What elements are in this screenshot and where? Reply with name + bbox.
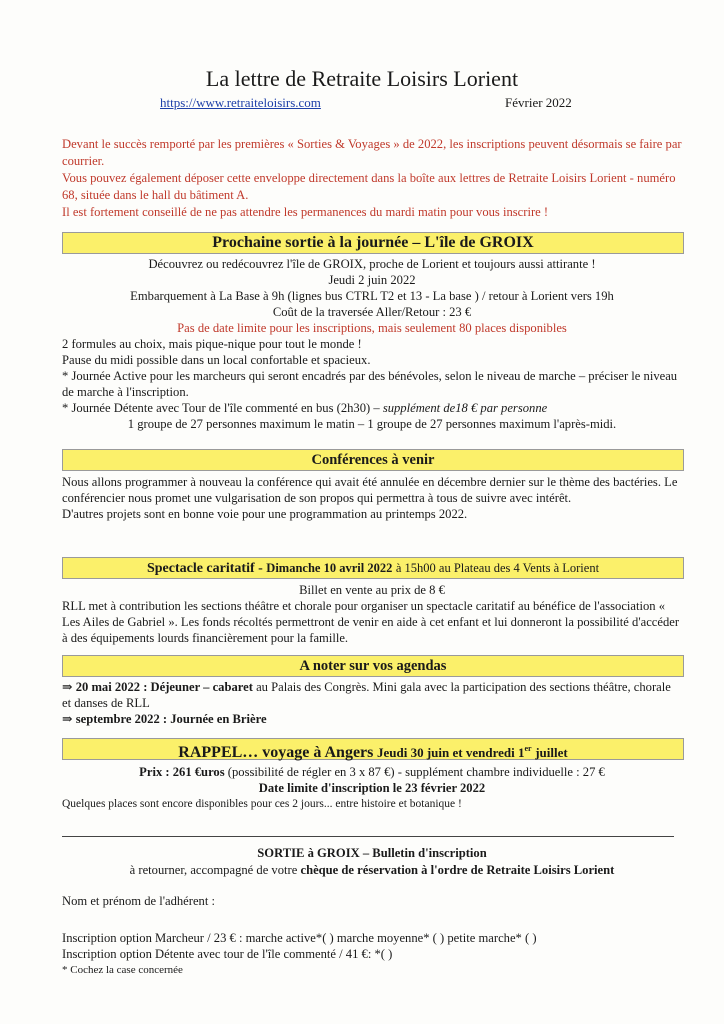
groix-boarding: Embarquement à La Base à 9h (lignes bus CTRL T2 et 13 - La base ) / retour à Lorient vers 19h (130, 289, 614, 303)
groix-supplement: supplément de18 € par personne (382, 401, 548, 415)
intro-line: Vous pouvez également déposer cette enveloppe directement dans la boîte aux lettres de Retraite Loisirs Lorient - numéro 68, située dans le hall du bâtiment A. (62, 171, 676, 202)
form-option-marcheur[interactable]: Inscription option Marcheur / 23 € : marche active*( ) marche moyenne* ( ) petite marche* ( ) (62, 931, 537, 945)
rappel-price (62, 764, 682, 780)
rappel-heading-a: RAPPEL… voyage à Angers (178, 743, 374, 761)
intro-line: Devant le succès remporté par les premières « Sorties & Voyages » de 2022, les inscriptions peuvent désormais se faire par courrier. (62, 137, 682, 168)
conferences-heading: Conférences à venir (62, 449, 684, 471)
agenda-item-text: au Palais des Congrès. Mini gala avec la participation des sections théâtre, chorale et danses de RLL (62, 680, 671, 710)
agenda-item: ⇒ septembre 2022 : Journée en Brière (62, 712, 267, 726)
conferences-text: D'autres projets sont en bonne voie pour une programmation au printemps 2022. (62, 507, 468, 521)
spectacle-heading-place: à 15h00 au Plateau des 4 Vents à Lorient (395, 561, 600, 575)
spectacle-text: RLL met à contribution les sections théâtre et chorale pour organiser un spectacle caritatif au bénéfice de l'association « Les Ailes de Gabriel ». Les fonds récoltés permettront de venir en aide à cet enfant et lui donneront la possibilité d'accéder à des équipements lourds financièrement pour la famille. (62, 599, 680, 645)
divider (62, 836, 674, 837)
groix-groups: 1 groupe de 27 personnes maximum le matin – 1 groupe de 27 personnes maximum l'après-midi. (127, 417, 617, 431)
issue-date: Février 2022 (505, 95, 572, 110)
rappel-heading-b: Jeudi 30 juin et vendredi 1 (377, 744, 525, 760)
spectacle-heading (62, 557, 684, 579)
rappel-heading-sup: er (524, 744, 532, 753)
groix-date: Jeudi 2 juin 2022 (328, 273, 416, 287)
member-name-label: Nom et prénom de l'adhérent : (62, 894, 215, 908)
form-option-detente[interactable]: Inscription option Détente avec tour de l'île commenté / 41 €: *( ) (62, 947, 393, 961)
groix-detente (62, 400, 682, 416)
rappel-deadline: Date limite d'inscription le 23 février 2022 (258, 781, 486, 795)
rappel-price-value: Prix : 261 €uros (139, 765, 225, 779)
website-link[interactable]: https://www.retraiteloisirs.com (160, 95, 321, 110)
form-subtitle-b: chèque de réservation à l'ordre de Retraite Loisirs Lorient (300, 863, 615, 877)
spectacle-heading-date: Dimanche 10 avril 2022 (266, 561, 393, 575)
form-subtitle-a: à retourner, accompagné de votre (129, 863, 298, 877)
groix-active: * Journée Active pour les marcheurs qui seront encadrés par des bénévoles, selon le niveau de marche – préciser le niveau de marche à l'inscription. (62, 369, 678, 399)
spectacle-heading-a: Spectacle caritatif - (146, 561, 263, 576)
rappel-heading-c: juillet (535, 744, 568, 760)
groix-places: Pas de date limite pour les inscriptions, mais seulement 80 places disponibles (177, 321, 567, 335)
agenda-item (62, 679, 682, 711)
agenda-section (62, 679, 682, 727)
intro-notice (62, 136, 682, 221)
conferences-section (62, 474, 682, 522)
spectacle-price: Billet en vente au prix de 8 € (299, 583, 445, 597)
spectacle-section (62, 582, 682, 646)
form-subtitle (62, 862, 682, 878)
groix-cost: Coût de la traversée Aller/Retour : 23 € (272, 305, 472, 319)
groix-detente-text: * Journée Détente avec Tour de l'île commenté en bus (2h30) – (62, 401, 380, 415)
groix-section (62, 256, 682, 432)
newsletter-title: La lettre de Retraite Loisirs Lorient (205, 66, 519, 91)
groix-line: 2 formules au choix, mais pique-nique pour tout le monde ! (62, 337, 362, 351)
conferences-text: Nous allons programmer à nouveau la conférence qui avait été annulée en décembre dernier sur le thème des bactéries. Le conférencier nous promet une vulgarisation de son propos qui permettra à tous de suivre avec intérêt. (62, 475, 678, 505)
agenda-item-title: ⇒ 20 mai 2022 : Déjeuner – cabaret (62, 680, 253, 694)
agenda-heading: A noter sur vos agendas (62, 655, 684, 677)
form-footnote: * Cochez la case concernée (62, 964, 183, 976)
rappel-price-details: (possibilité de régler en 3 x 87 €) - supplément chambre individuelle : 27 € (227, 765, 605, 779)
groix-line: Pause du midi possible dans un local confortable et spacieux. (62, 353, 371, 367)
groix-line: Découvrez ou redécouvrez l'île de GROIX, proche de Lorient et toujours aussi attirante ! (148, 257, 596, 271)
intro-line: Il est fortement conseillé de ne pas attendre les permanences du mardi matin pour vous inscrire ! (62, 205, 549, 219)
rappel-section (62, 764, 682, 812)
groix-heading: Prochaine sortie à la journée – L'île de GROIX (62, 232, 684, 254)
rappel-note: Quelques places sont encore disponibles pour ces 2 jours... entre histoire et botanique ! (62, 798, 462, 810)
form-title: SORTIE à GROIX – Bulletin d'inscription (257, 846, 487, 860)
rappel-heading (62, 738, 684, 760)
